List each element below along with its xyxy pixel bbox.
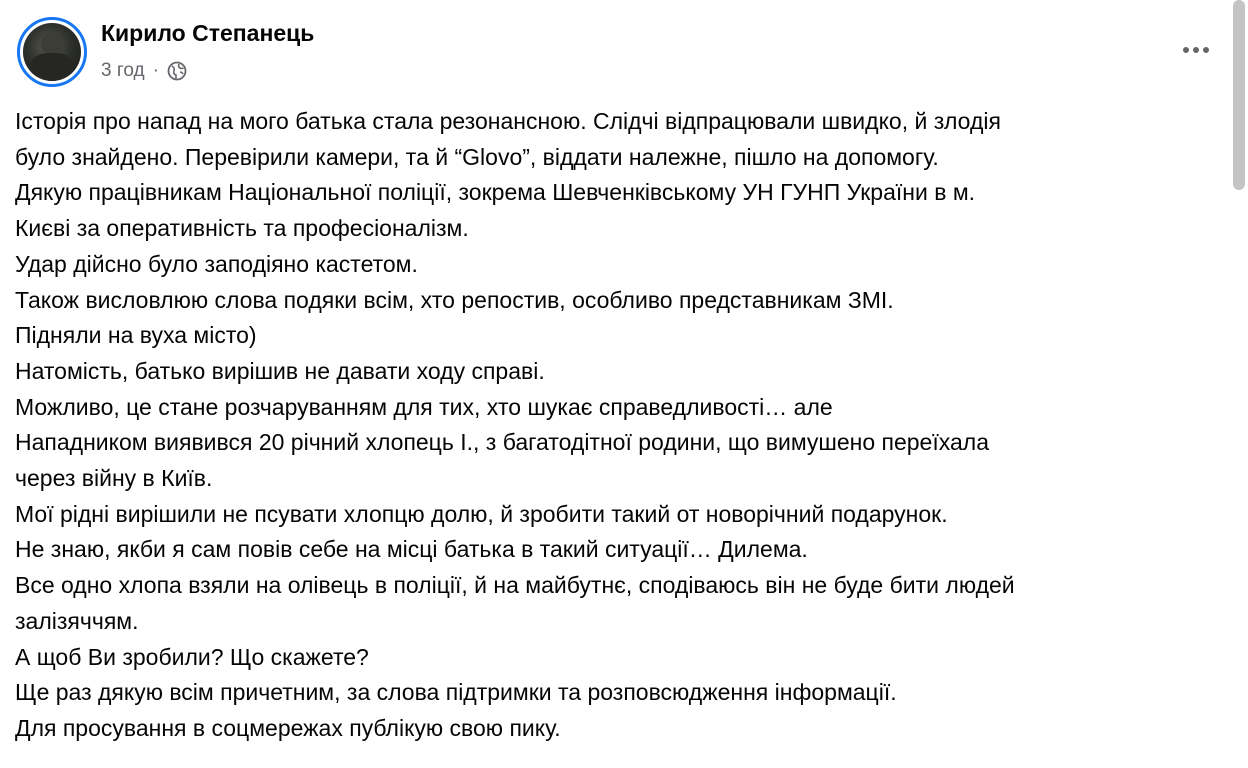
avatar-photo: [23, 23, 81, 81]
post-text-line: Мої рідні вирішили не псувати хлопцю долю, й зробити такий от новорічний подарунок.: [15, 500, 948, 527]
post-text-line: було знайдено. Перевірили камери, та й “Glovo”, віддати належне, пішло на допомогу.: [15, 143, 939, 170]
post-meta: [101, 60, 187, 82]
post-text-line: Дякую працівникам Національної поліції, зокрема Шевченківському УН ГУНП України в м.: [15, 179, 976, 206]
more-options-button[interactable]: [1176, 30, 1216, 70]
post-text-line: Можливо, це стане розчаруванням для тих, хто шукає справедливості… але: [15, 393, 833, 420]
post-text-line: Також висловлюю слова подяки всім, хто репостив, особливо представникам ЗМІ.: [15, 286, 894, 313]
post-text-line: Все одно хлопа взяли на олівець в поліції, й на майбутнє, сподіваюсь він не буде бити людей: [15, 572, 1015, 599]
post-text-line: Для просування в соцмережах публікую свою пику.: [15, 714, 561, 741]
scrollbar[interactable]: [1230, 0, 1248, 768]
post-text-line: Натомість, батько вирішив не давати ходу справі.: [15, 357, 545, 384]
post-text-line: через війну в Київ.: [15, 465, 213, 492]
post-time[interactable]: 3 год: [101, 60, 145, 81]
post-text-line: Ще раз дякую всім причетним, за слова підтримки та розповсюдження інформації.: [15, 679, 897, 706]
more-horizontal-icon: [1183, 47, 1209, 53]
post-text-line: А щоб Ви зробили? Що скажете?: [15, 643, 369, 670]
post-text-line: Не знаю, якби я сам повів себе на місці батька в такий ситуації… Дилема.: [15, 536, 808, 563]
scrollbar-thumb[interactable]: [1233, 0, 1245, 190]
globe-icon[interactable]: [167, 61, 187, 81]
post-text-line: Історія про напад на мого батька стала резонансною. Слідчі відпрацювали швидко, й злодія: [15, 108, 1001, 134]
post-text-line: Нападником виявився 20 річний хлопець І., з багатодітної родини, що вимушено переїхала: [15, 429, 989, 456]
post-text-line: Підняли на вуха місто): [15, 322, 257, 349]
author-name[interactable]: Кирило Степанець: [101, 20, 315, 46]
avatar[interactable]: [17, 17, 87, 87]
post-text-line: Удар дійсно було заподіяно кастетом.: [15, 250, 418, 277]
post-text-line: Києві за оперативність та професіоналізм.: [15, 215, 469, 242]
meta-separator: ·: [152, 60, 159, 81]
post-text-line: залізяччям.: [15, 607, 139, 634]
post-text: [15, 104, 1225, 747]
